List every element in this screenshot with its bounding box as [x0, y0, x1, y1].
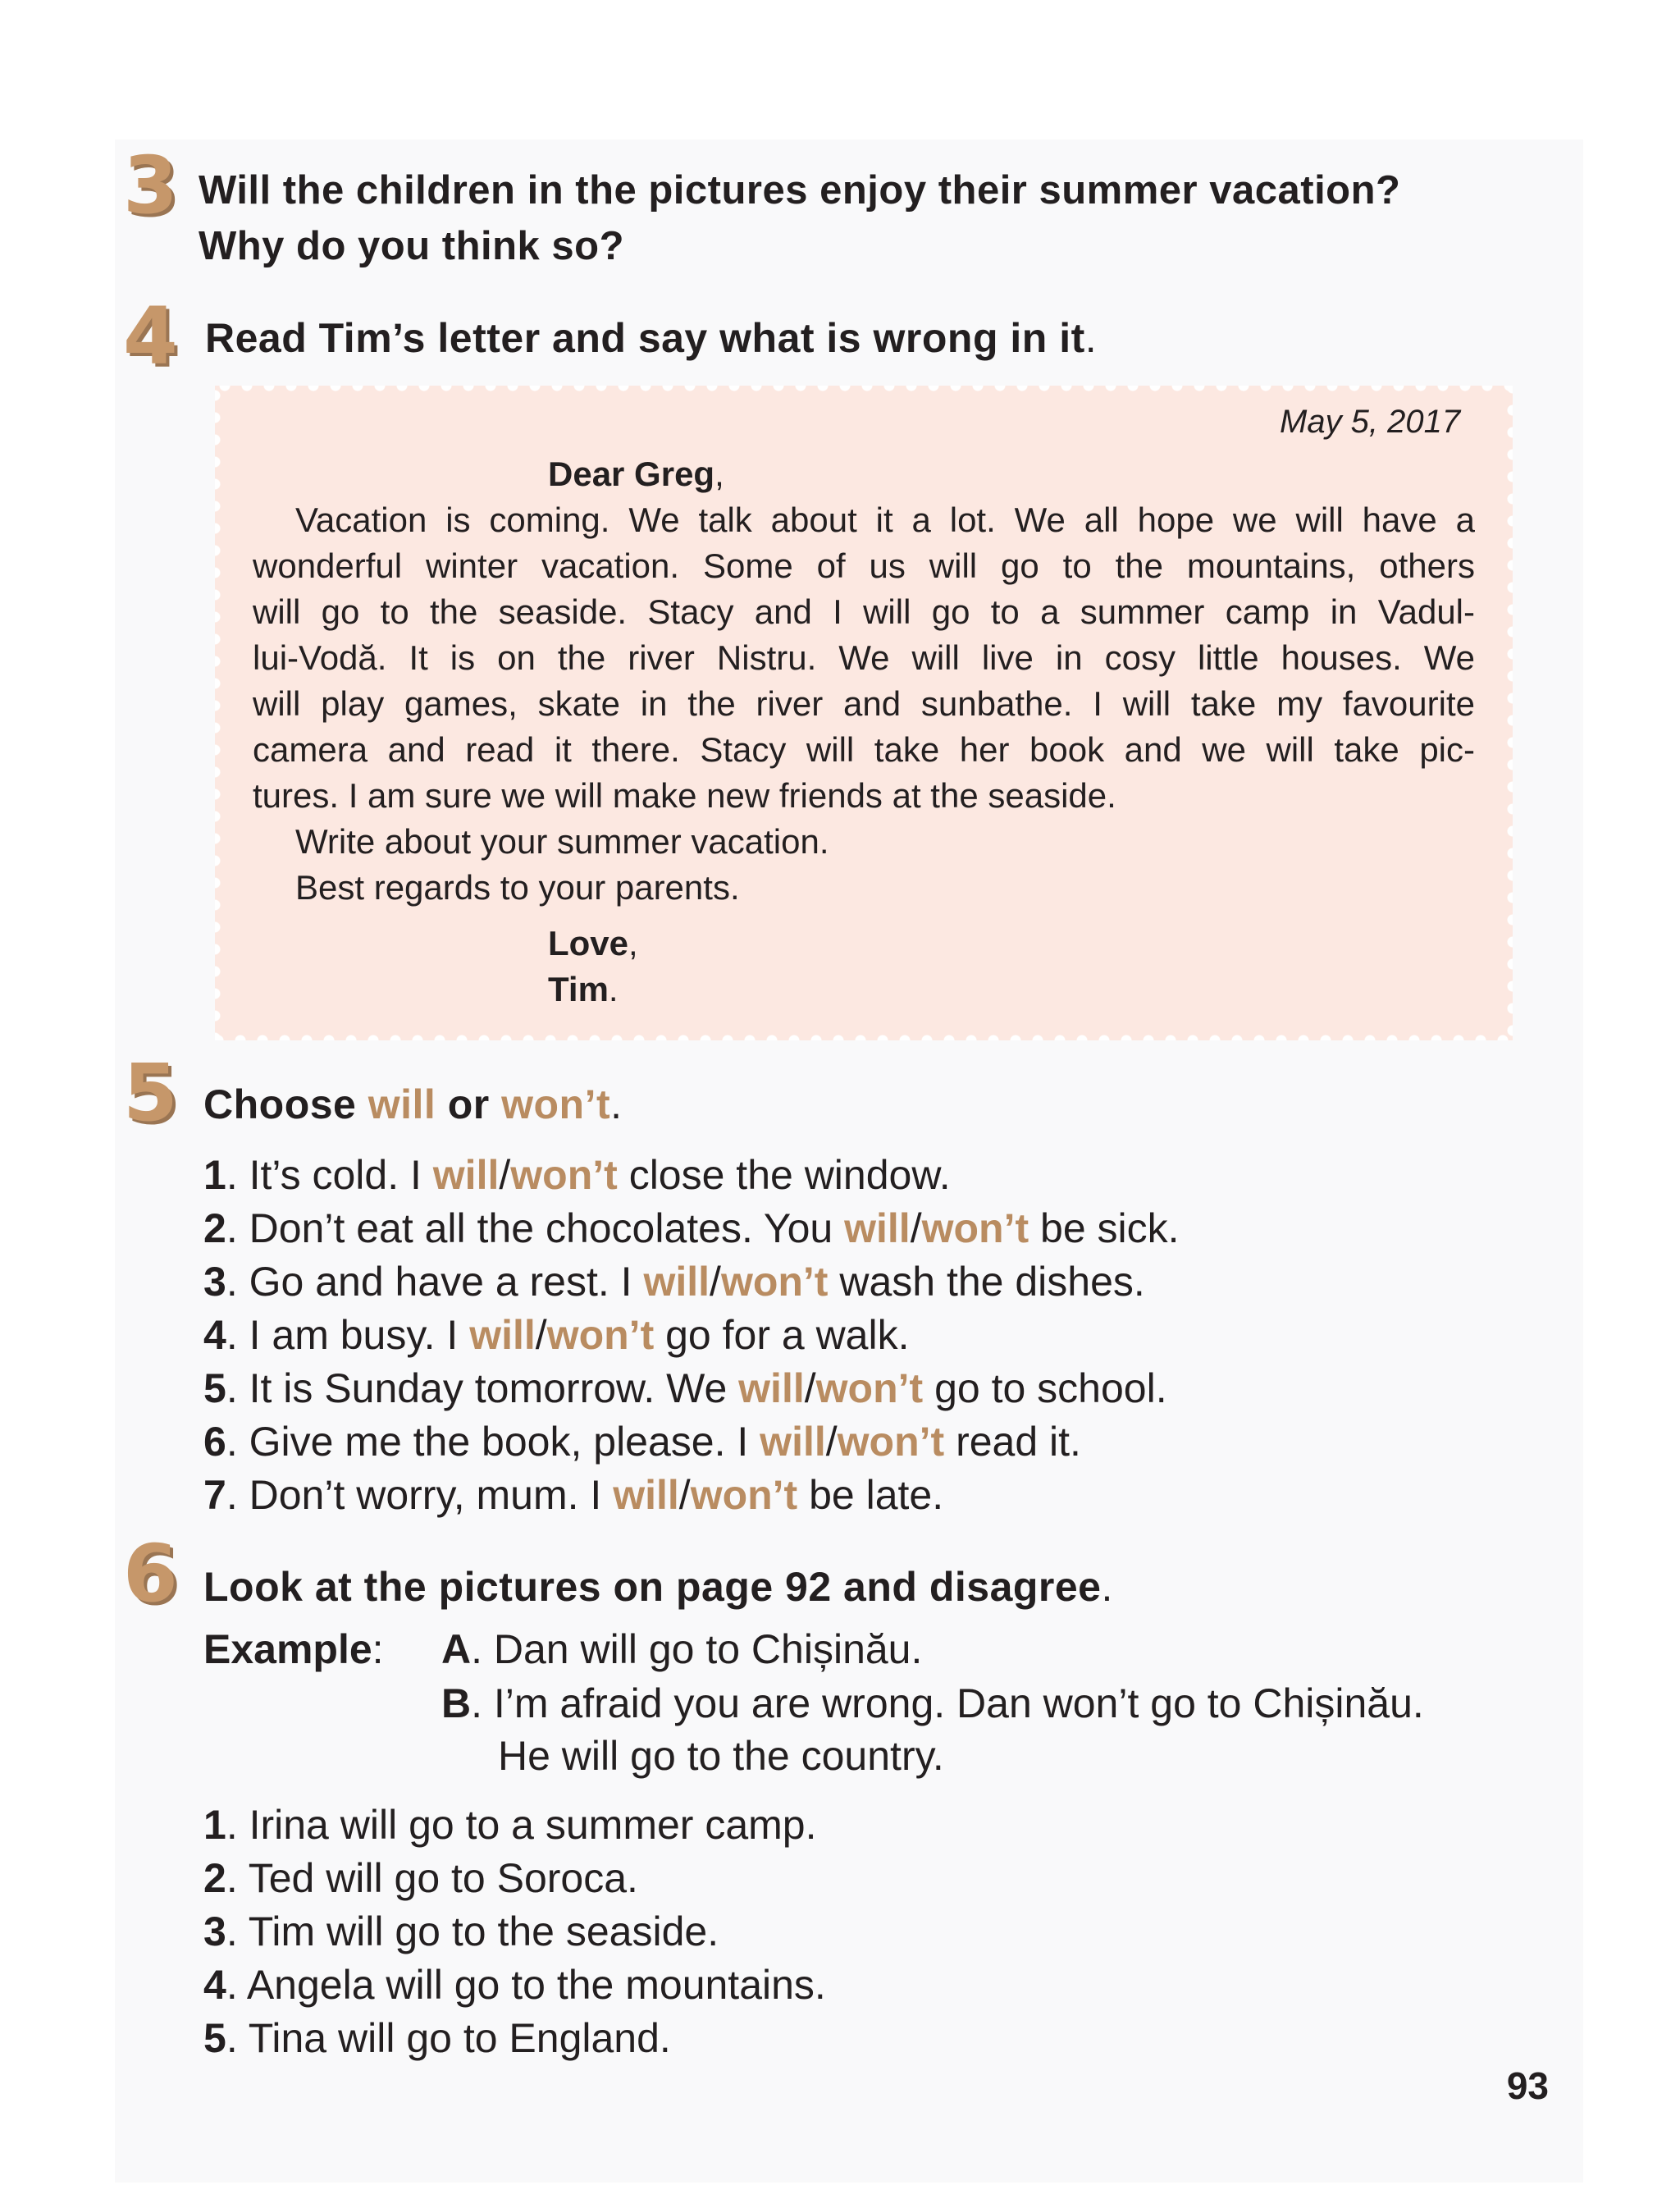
task-5-item: 5. It is Sunday tomorrow. We will/won’t go to school. [203, 1365, 1167, 1411]
page-number: 93 [1506, 2064, 1549, 2107]
item-text: close the window. [617, 1152, 951, 1198]
item-text: wash the dishes. [828, 1259, 1145, 1305]
example-b-continuation: He will go to the country. [498, 1733, 944, 1779]
item-text: read it. [944, 1419, 1081, 1465]
task-5-item: 1. It’s cold. I will/won’t close the window. [203, 1152, 951, 1198]
wont-option: won’t [837, 1419, 945, 1465]
item-text: It is Sunday tomorrow. We [249, 1365, 739, 1411]
item-text: be late. [797, 1472, 944, 1518]
task-5-item: 7. Don’t worry, mum. I will/won’t be late. [203, 1472, 944, 1518]
letter-line: Best regards to your parents. [295, 868, 740, 907]
task-3-heading-line-2: Why do you think so? [199, 224, 625, 268]
task-5-item: 3. Go and have a rest. I will/won’t wash the dishes. [203, 1259, 1145, 1305]
slash: / [910, 1205, 922, 1251]
task-4-number: 4 [123, 290, 178, 382]
example-word: Example [203, 1626, 372, 1672]
letter-line: wonderful winter vacation. Some of us will go to the mountains, others [253, 546, 1475, 585]
item-number: 4 [203, 1312, 226, 1358]
item-number: 6 [203, 1419, 226, 1465]
wont-option: won’t [921, 1205, 1029, 1251]
task-5-item: 2. Don’t eat all the chocolates. You will/won’t be sick. [203, 1205, 1180, 1251]
example-a-text: . Dan will go to Chișinău. [471, 1626, 923, 1672]
item-text: . Ted will go to Soroca. [226, 1855, 638, 1901]
item-text: . Tina will go to England. [226, 2015, 671, 2061]
speaker-a: A [441, 1626, 472, 1672]
item-number: 2 [203, 1855, 226, 1901]
task-6-item [203, 1852, 638, 1904]
task-6-item [203, 1959, 826, 2011]
task-6-item [203, 2012, 671, 2064]
example-colon: : [372, 1626, 384, 1672]
item-text: . Angela will go to the mountains. [226, 1962, 826, 2008]
example-label [203, 1623, 384, 1675]
letter-line: Vacation is coming. We talk about it a lot. We all hope we will have a [295, 501, 1475, 539]
item-number: 3 [203, 1908, 226, 1954]
letter-closing [548, 921, 638, 967]
item-number: 2 [203, 1205, 226, 1251]
will-option: will [643, 1259, 710, 1305]
letter-signature-punct: . [608, 970, 619, 1008]
task-6-item [203, 1799, 817, 1851]
letter-closing-punct: , [628, 924, 638, 962]
task-6-heading-text: Look at the pictures on page 92 and disagree [203, 1564, 1102, 1610]
item-text: Give me the book, please. I [249, 1419, 760, 1465]
wont-option: won’t [510, 1152, 618, 1198]
will-word: will [368, 1081, 436, 1127]
letter-date: May 5, 2017 [1280, 404, 1461, 440]
example-a [441, 1623, 922, 1675]
item-text: Go and have a rest. I [249, 1259, 644, 1305]
item-text: . Irina will go to a summer camp. [226, 1802, 817, 1848]
item-number: 5 [203, 2015, 226, 2061]
task-3-heading-line-1: Will the children in the pictures enjoy their summer vacation? [199, 168, 1401, 213]
letter-signature [548, 967, 619, 1013]
letter-line: camera and read it there. Stacy will take her book and we will take pic- [253, 730, 1475, 769]
task-4-heading-text: Read Tim’s letter and say what is wrong in it [205, 315, 1085, 361]
will-option: will [738, 1365, 805, 1411]
item-number: 1 [203, 1802, 226, 1848]
letter-line: tures. I am sure we will make new friends at the seaside. [253, 776, 1116, 815]
slash: / [678, 1472, 691, 1518]
task-5-heading-text: Choose [203, 1081, 368, 1127]
letter-line: will go to the seaside. Stacy and I will go to a summer camp in Vadul- [253, 592, 1475, 631]
letter-greeting [548, 451, 724, 497]
task-5-heading-or: or [436, 1081, 502, 1127]
example-b [441, 1677, 1424, 1730]
item-text: Don’t eat all the chocolates. You [249, 1205, 845, 1251]
item-text: go to school. [923, 1365, 1167, 1411]
letter-greeting-name: Dear Greg [548, 455, 715, 493]
will-option: will [432, 1152, 500, 1198]
task-4-heading-end: . [1084, 315, 1098, 361]
item-number: 1 [203, 1152, 226, 1198]
slash: / [804, 1365, 816, 1411]
wont-option: won’t [815, 1365, 924, 1411]
letter-line: lui-Vodă. It is on the river Nistru. We will live in cosy little houses. We [253, 638, 1475, 677]
item-text: . Tim will go to the seaside. [226, 1908, 719, 1954]
wont-option: won’t [690, 1472, 798, 1518]
speaker-b: B [441, 1680, 472, 1726]
letter-line: will play games, skate in the river and sunbathe. I will take my favourite [253, 684, 1475, 723]
item-text: go for a walk. [654, 1312, 910, 1358]
item-text: It’s cold. I [249, 1152, 433, 1198]
will-option: will [469, 1312, 536, 1358]
item-text: Don’t worry, mum. I [249, 1472, 614, 1518]
slash: / [825, 1419, 838, 1465]
slash: / [499, 1152, 511, 1198]
task-6-number: 6 [123, 1528, 178, 1620]
item-text: be sick. [1029, 1205, 1180, 1251]
wont-option: won’t [546, 1312, 655, 1358]
item-number: 4 [203, 1962, 226, 2008]
task-5-item: 6. Give me the book, please. I will/won’t read it. [203, 1419, 1081, 1465]
task-5-item: 4. I am busy. I will/won’t go for a walk. [203, 1312, 910, 1358]
task-5-number: 5 [123, 1047, 178, 1139]
task-6-item [203, 1905, 719, 1958]
task-5-heading [203, 1077, 623, 1132]
item-number: 5 [203, 1365, 226, 1411]
wont-word: won’t [501, 1081, 611, 1127]
slash: / [710, 1259, 721, 1305]
item-number: 3 [203, 1259, 226, 1305]
will-option: will [844, 1205, 911, 1251]
task-3-number: 3 [123, 139, 178, 231]
task-3-heading [199, 162, 1585, 274]
task-4-heading [205, 310, 1097, 366]
letter-line: Write about your summer vacation. [295, 822, 829, 861]
task-6-heading-end: . [1101, 1564, 1113, 1610]
letter-greeting-punct: , [714, 455, 724, 493]
letter-closing-word: Love [548, 924, 629, 962]
task-6-heading [203, 1559, 1113, 1615]
will-option: will [760, 1419, 826, 1465]
item-text: I am busy. I [249, 1312, 470, 1358]
task-5-heading-end: . [610, 1081, 623, 1127]
item-number: 7 [203, 1472, 226, 1518]
slash: / [535, 1312, 547, 1358]
letter-signature-name: Tim [548, 970, 609, 1008]
will-option: will [613, 1472, 679, 1518]
wont-option: won’t [720, 1259, 829, 1305]
example-b-text: . I’m afraid you are wrong. Dan won’t go to Chișinău. [471, 1680, 1424, 1726]
